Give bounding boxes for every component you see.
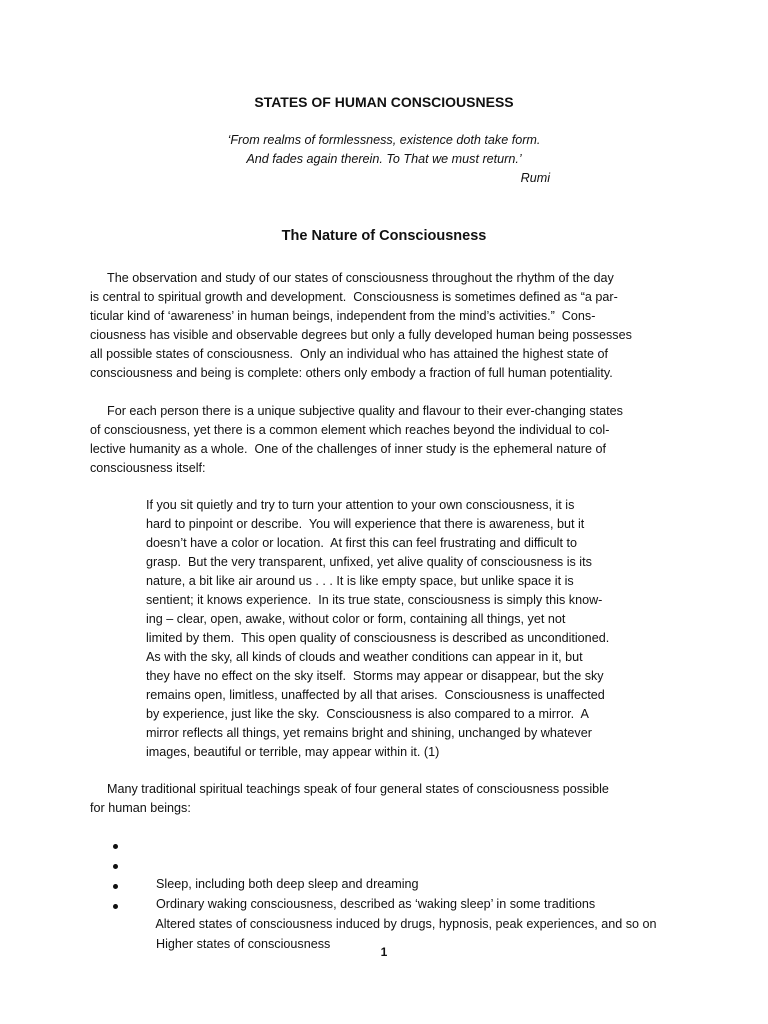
quote-line: limited by them. This open quality of consciousness is described as unconditioned. xyxy=(146,631,610,645)
quote-line: nature, a bit like air around us . . . It is like empty space, but unlike space it is xyxy=(146,574,574,588)
bullet-icon xyxy=(113,884,118,889)
document-title: STATES OF HUMAN CONSCIOUSNESS xyxy=(254,94,514,110)
paragraph-line: is central to spiritual growth and development. Consciousness is sometimes defined as “a par- xyxy=(90,290,618,304)
quote-line: grasp. But the very transparent, unfixed, yet alive quality of consciousness is its xyxy=(146,555,592,569)
bullet-item xyxy=(108,837,708,891)
states-bullet-list xyxy=(108,837,708,951)
epigraph-line: ‘From realms of formlessness, existence doth take form. xyxy=(227,133,541,147)
paragraph-line: consciousness and being is complete: others only embody a fraction of full human potentiality. xyxy=(90,366,613,380)
paragraph-line: ticular kind of ‘awareness’ in human beings, independent from the mind’s activities.” Cons- xyxy=(90,309,596,323)
bullet-text: Sleep, including both deep sleep and dreaming xyxy=(156,877,419,891)
bullet-text: Altered states of consciousness induced by drugs, hypnosis, peak experiences, and so on xyxy=(155,917,657,931)
page-number: 1 xyxy=(380,945,388,959)
bullet-icon xyxy=(113,904,118,909)
paragraph-line: lective humanity as a whole. One of the challenges of inner study is the ephemeral nature of xyxy=(90,442,606,456)
quote-line: sentient; it knows experience. In its true state, consciousness is simply this know- xyxy=(146,593,603,607)
paragraph xyxy=(90,269,690,383)
paragraph-line: Many traditional spiritual teachings speak of four general states of consciousness possible xyxy=(107,782,609,796)
bullet-text: Higher states of consciousness xyxy=(156,937,331,951)
bullet-text: Ordinary waking consciousness, described as ‘waking sleep’ in some traditions xyxy=(156,897,596,911)
paragraph-line: consciousness itself: xyxy=(90,461,206,475)
section-heading: The Nature of Consciousness xyxy=(281,228,487,244)
epigraph xyxy=(0,131,768,185)
paragraph-line: The observation and study of our states of consciousness throughout the rhythm of the day xyxy=(107,271,614,285)
paragraph-line: ciousness has visible and observable degrees but only a fully developed human being possesses xyxy=(90,328,632,342)
quote-line: As with the sky, all kinds of clouds and weather conditions can appear in it, but xyxy=(146,650,583,664)
paragraph-line: all possible states of consciousness. Only an individual who has attained the highest state of xyxy=(90,347,609,361)
quote-line: they have no effect on the sky itself. Storms may appear or disappear, but the sky xyxy=(146,669,604,683)
quote-line: If you sit quietly and try to turn your attention to your own consciousness, it is xyxy=(146,498,575,512)
quote-line: images, beautiful or terrible, may appear within it. (1) xyxy=(146,745,440,759)
bullet-icon xyxy=(113,844,118,849)
paragraph xyxy=(90,780,690,818)
epigraph-line: And fades again therein. To That we must return.’ xyxy=(246,152,522,166)
epigraph-author: Rumi xyxy=(520,171,550,185)
quote-line: ing – clear, open, awake, without color or form, containing all things, yet not xyxy=(146,612,566,626)
paragraph xyxy=(90,402,690,478)
quote-line: by experience, just like the sky. Consciousness is also compared to a mirror. A xyxy=(146,707,589,721)
quote-line: hard to pinpoint or describe. You will experience that there is awareness, but it xyxy=(146,517,585,531)
paragraph-line: For each person there is a unique subjective quality and flavour to their ever-changing states xyxy=(107,404,623,418)
quote-line: remains open, limitless, unaffected by all that arises. Consciousness is unaffected xyxy=(146,688,605,702)
bullet-icon xyxy=(113,864,118,869)
paragraph-line: of consciousness, yet there is a common element which reaches beyond the individual to col- xyxy=(90,423,610,437)
block-quote xyxy=(146,496,666,762)
quote-line: mirror reflects all things, yet remains bright and shining, unchanged by whatever xyxy=(146,726,592,740)
paragraph-line: for human beings: xyxy=(90,801,191,815)
quote-line: doesn’t have a color or location. At first this can feel frustrating and difficult to xyxy=(146,536,577,550)
